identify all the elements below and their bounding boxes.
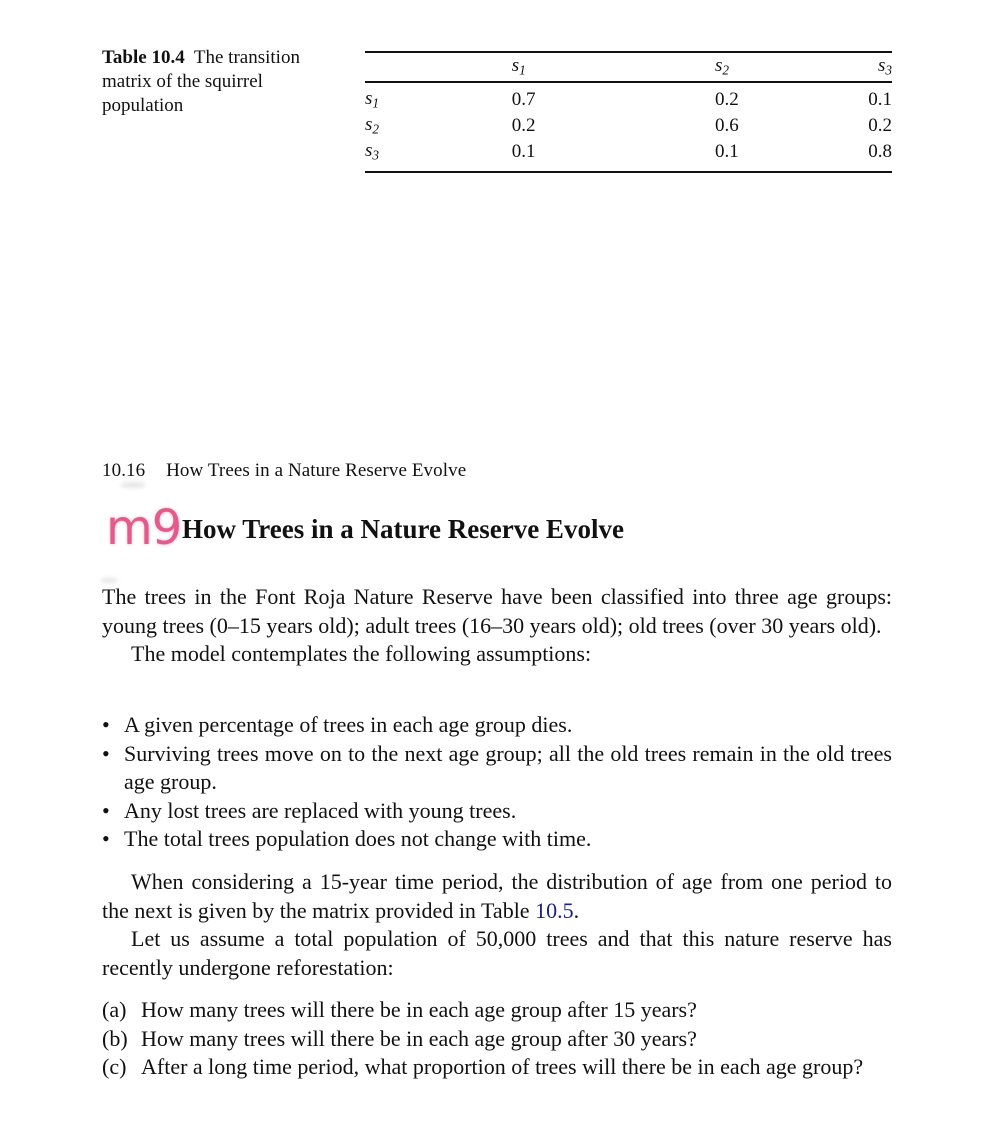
- assumptions-list: [102, 711, 892, 854]
- list-item: • A given percentage of trees in each age group dies.: [102, 711, 892, 740]
- table-caption: [102, 46, 332, 118]
- table-cell: 0.1: [511, 141, 536, 162]
- intro-block: [102, 583, 892, 669]
- table-cell: 0.2: [868, 115, 892, 136]
- table-header-row: [365, 52, 892, 82]
- list-item: [102, 1053, 892, 1082]
- table-row: [365, 113, 892, 139]
- table-corner-cell: [365, 52, 432, 82]
- table-cell: 0.8: [868, 141, 892, 162]
- section-heading: How Trees in a Nature Reserve Evolve: [182, 514, 624, 544]
- list-item: • Surviving trees move on to the next age group; all the old trees remain in the old trees age group.: [102, 740, 892, 797]
- row-header-s2: $s_2$: [365, 114, 380, 137]
- period-block: [102, 868, 892, 982]
- column-header-s1: $s_1$: [511, 55, 526, 78]
- scan-smudge: [120, 482, 146, 488]
- question-label: (c): [102, 1054, 127, 1079]
- table-cell: 0.2: [511, 115, 536, 136]
- table-cell: 0.2: [714, 89, 739, 110]
- running-head: [102, 460, 466, 482]
- list-item: • Any lost trees are replaced with young trees.: [102, 797, 892, 826]
- assumptions-lead: The model contemplates the following assumptions:: [131, 641, 592, 666]
- list-item: • The total trees population does not change with time.: [102, 825, 892, 854]
- question-text: How many trees will there be in each age group after 30 years?: [141, 1025, 697, 1051]
- assumptions-block: [102, 711, 892, 854]
- table-caption-label: Table 10.4: [102, 47, 185, 68]
- row-header-s1: $s_1$: [365, 88, 380, 111]
- table-row: [365, 139, 892, 172]
- running-head-title: How Trees in a Nature Reserve Evolve: [166, 460, 467, 481]
- question-label: (a): [102, 997, 127, 1022]
- question-text: How many trees will there be in each age group after 15 years?: [141, 997, 697, 1022]
- list-item: [102, 1025, 892, 1054]
- population-paragraph: Let us assume a total population of 50,000 trees and that this nature reserve has recently undergone reforestation:: [102, 926, 892, 980]
- table-cell: 0.1: [868, 89, 892, 110]
- questions-block: [102, 996, 892, 1082]
- transition-matrix-table: [365, 51, 892, 173]
- question-label: (b): [102, 1025, 128, 1051]
- questions-list: [102, 996, 892, 1082]
- stamp-overlay: m9: [106, 500, 182, 556]
- row-header-s3: $s_3$: [365, 140, 380, 163]
- period-paragraph: When considering a 15-year time period, the distribution of age from one period to the next is given by the matrix provided in Table 10.5.: [102, 869, 892, 923]
- table-reference-link[interactable]: 10.5: [535, 897, 574, 923]
- table-row: [365, 82, 892, 113]
- running-head-number: 10.16: [102, 460, 146, 481]
- column-header-s2: $s_2$: [714, 55, 730, 78]
- intro-paragraph: The trees in the Font Roja Nature Reserve have been classified into three age groups: young trees (0–15 years old); adult trees (16–30 years old); old trees (over 30 years old).: [102, 584, 892, 638]
- column-header-s3: $s_3$: [877, 55, 892, 78]
- table-caption-text: The transition matrix of the squirrel population: [102, 47, 300, 116]
- table-cell: 0.7: [511, 89, 536, 110]
- table-cell: 0.6: [714, 115, 739, 136]
- question-text: After a long time period, what proportion of trees will there be in each age group?: [141, 1054, 864, 1079]
- table-cell: 0.1: [714, 141, 739, 162]
- list-item: [102, 996, 892, 1025]
